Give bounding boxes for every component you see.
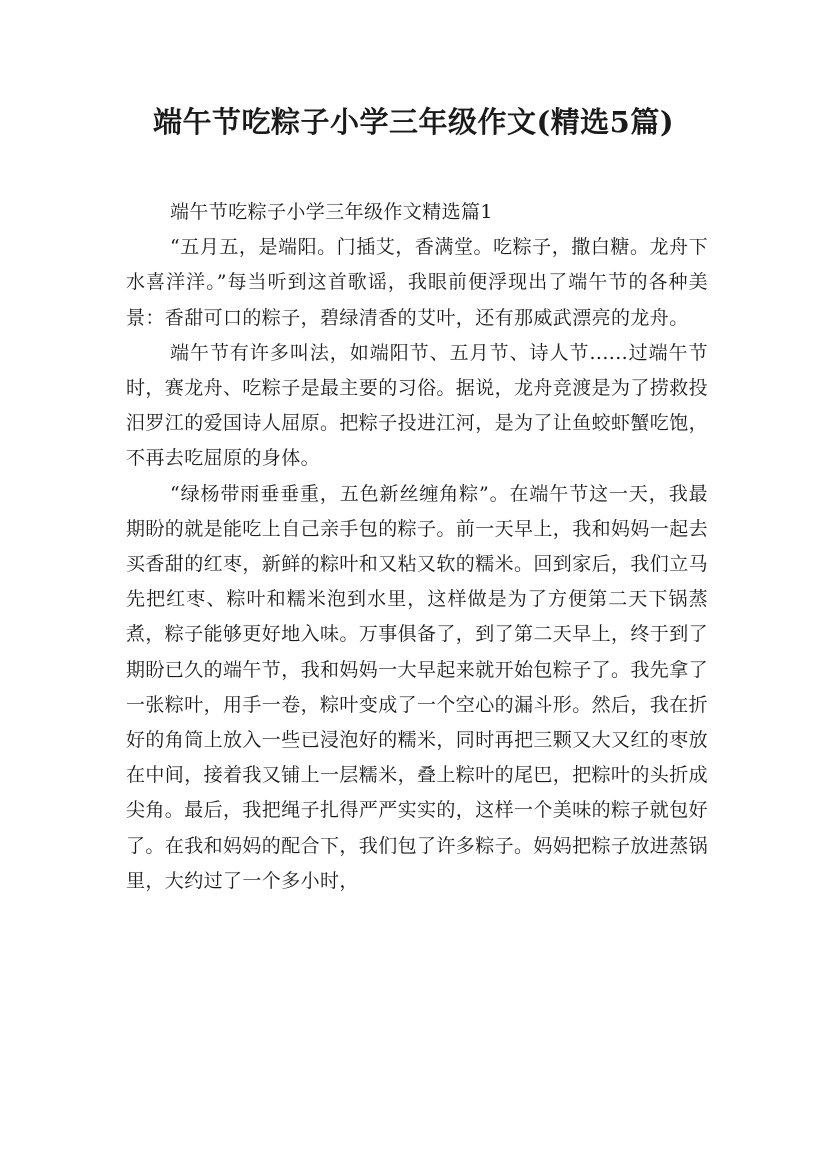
- section-heading: 端午节吃粽子小学三年级作文精选篇1: [170, 201, 493, 223]
- document-title: 端午节吃粽子小学三年级作文(精选5篇): [152, 105, 675, 139]
- paragraph-3: “绿杨带雨垂垂重，五色新丝缠角粽”。在端午节这一天，我最期盼的就是能吃上自己亲手包的粽子。前一天早上，我和妈妈一起去买香甜的红枣，新鲜的粽叶和又粘又软的糯米。回到家后，我们立马先把红枣、粽叶和糯米泡到水里，这样做是为了方便第二天下锅蒸煮，粽子能够更好地入味。万事俱备了，到了第二天早上，终于到了期盼已久的端午节，我和妈妈一大早起来就开始包粽子了。我先拿了一张粽叶，用手一卷，粽叶变成了一个空心的漏斗形。然后，我在折好的角筒上放入一些已浸泡好的糯米，同时再把三颗又大又红的枣放在中间，接着我又铺上一层糯米，叠上粽叶的尾巴，把粽叶的头折成尖角。最后，我把绳子扎得严严实实的，这样一个美味的粽子就包好了。在我和妈妈的配合下，我们包了许多粽子。妈妈把粽子放进蒸锅里，大约过了一个多小时，: [126, 482, 709, 892]
- paragraph-1: “五月五，是端阳。门插艾，香满堂。吃粽子，撒白糖。龙舟下水喜洋洋。”每当听到这首歌谣，我眼前便浮现出了端午节的各种美景：香甜可口的粽子，碧绿清香的艾叶，还有那威武漂亮的龙舟。: [126, 236, 708, 329]
- paragraph-2: 端午节有许多叫法，如端阳节、五月节、诗人节......过端午节时，赛龙舟、吃粽子是最主要的习俗。据说，龙舟竞渡是为了捞救投汨罗江的爱国诗人屈原。把粽子投进江河，是为了让鱼蛟虾蟹吃饱，不再去吃屈原的身体。: [126, 341, 709, 470]
- document-body: [126, 195, 708, 899]
